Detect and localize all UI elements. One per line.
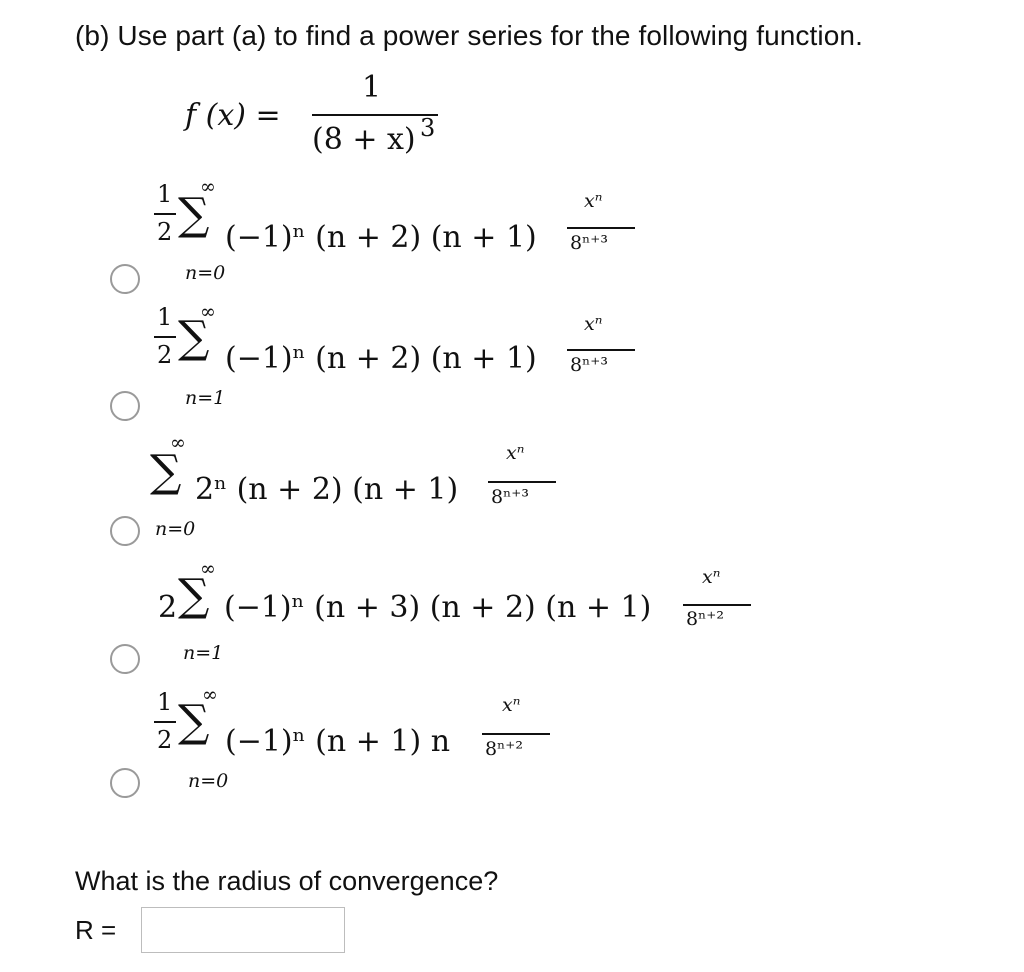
option-3-frac-den: 8ⁿ⁺³ [491,486,529,508]
option-1-radio[interactable] [110,264,140,294]
answer-option-2[interactable] [0,303,1024,423]
option-5-radio[interactable] [110,768,140,798]
option-5-coef-num: 1 [157,688,173,716]
option-5-coef-bar [154,721,176,723]
option-2-coef-num: 1 [157,303,173,331]
option-4-sum-top: ∞ [200,558,216,580]
option-2-frac-bar [567,349,635,351]
option-4-frac-num: xⁿ [702,566,721,588]
option-1-frac-bar [567,227,635,229]
option-1-sum-bottom: n=0 [185,262,226,284]
radius-question: What is the radius of convergence? [75,866,499,896]
option-1-frac-num: xⁿ [584,190,603,212]
option-1-coef-bar [154,213,176,215]
function-exponent: 3 [420,114,436,142]
option-1-sigma: ∑ [178,189,210,240]
function-lhs: f (x) = [185,98,281,133]
option-3-term: 2ⁿ (n + 2) (n + 1) [195,472,459,507]
radius-label: R = [75,915,117,945]
option-2-sum-bottom: n=1 [185,387,226,409]
option-4-radio[interactable] [110,644,140,674]
option-5-sigma: ∑ [178,696,210,747]
option-2-sigma: ∑ [178,312,210,363]
option-5-sum-top: ∞ [202,684,218,706]
option-4-coef: 2 [158,590,178,625]
radius-input[interactable] [141,907,345,953]
option-4-frac-bar [683,604,751,606]
option-3-sum-top: ∞ [170,432,186,454]
question-title: (b) Use part (a) to find a power series for the following function. [75,20,863,51]
option-5-coef-den: 2 [157,726,173,754]
function-denominator: (8 + x) [312,122,416,157]
option-1-coef-num: 1 [157,180,173,208]
option-5-frac-num: xⁿ [502,694,521,716]
answer-option-4[interactable] [0,560,1024,680]
option-2-frac-den: 8ⁿ⁺³ [570,354,608,376]
option-5-frac-bar [482,733,550,735]
option-3-frac-num: xⁿ [506,442,525,464]
option-4-sum-bottom: n=1 [183,642,224,664]
option-2-frac-num: xⁿ [584,313,603,335]
answer-option-1[interactable] [0,176,1024,300]
option-2-coef-bar [154,336,176,338]
answer-option-5[interactable] [0,684,1024,808]
option-3-sum-bottom: n=0 [155,518,196,540]
option-5-term: (−1)ⁿ (n + 1) n [225,724,451,759]
option-5-frac-den: 8ⁿ⁺² [485,738,523,760]
option-3-sigma: ∑ [150,446,182,497]
option-5-sum-bottom: n=0 [188,770,229,792]
option-1-term: (−1)ⁿ (n + 2) (n + 1) [225,220,537,255]
function-numerator: 1 [362,70,382,105]
option-2-term: (−1)ⁿ (n + 2) (n + 1) [225,341,537,376]
option-1-coef-den: 2 [157,218,173,246]
option-2-sum-top: ∞ [200,301,216,323]
option-2-radio[interactable] [110,391,140,421]
option-4-frac-den: 8ⁿ⁺² [686,608,724,630]
option-3-radio[interactable] [110,516,140,546]
option-2-coef-den: 2 [157,341,173,369]
option-4-sigma: ∑ [178,570,210,621]
option-1-frac-den: 8ⁿ⁺³ [570,232,608,254]
option-4-term: (−1)ⁿ (n + 3) (n + 2) (n + 1) [224,590,652,625]
option-3-frac-bar [488,481,556,483]
option-1-sum-top: ∞ [200,176,216,198]
answer-option-3[interactable] [0,434,1024,554]
